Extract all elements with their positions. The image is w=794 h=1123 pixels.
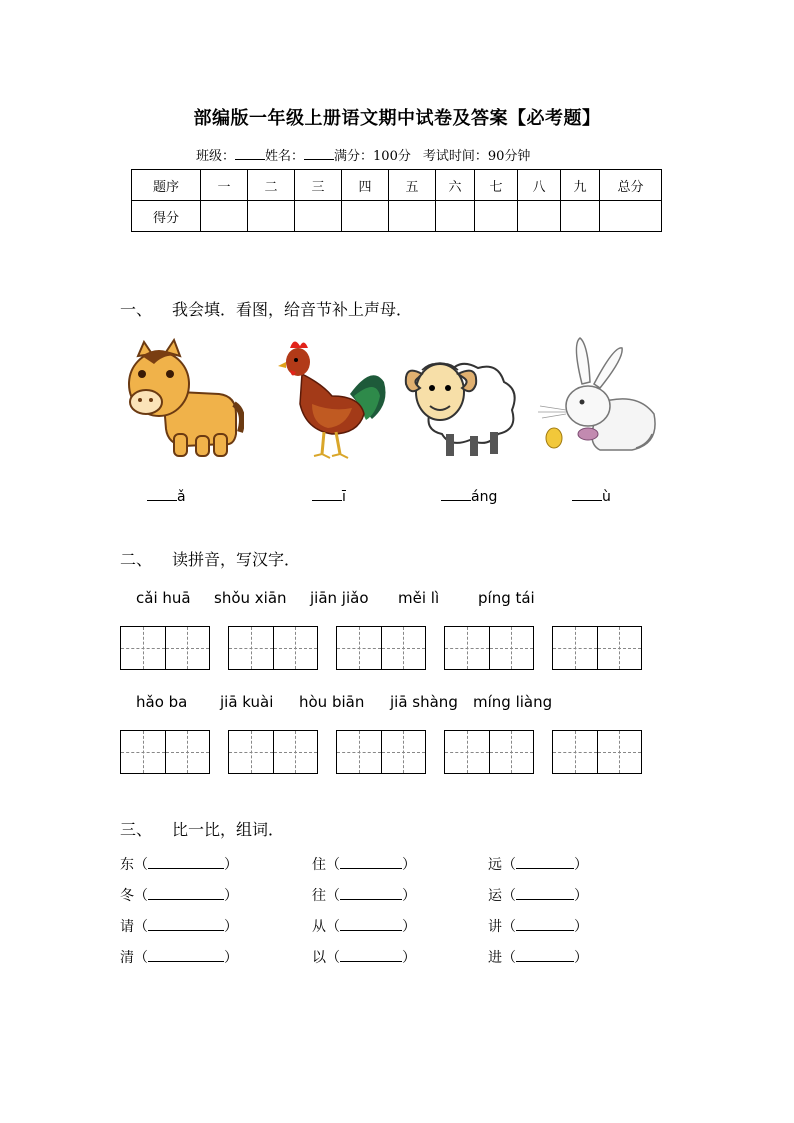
character: 讲 (488, 919, 502, 935)
answer-blank[interactable] (516, 856, 574, 869)
section-1-heading (120, 297, 412, 320)
word-item: 进（ ） (488, 950, 588, 966)
character: 运 (488, 888, 502, 904)
section-instruction: 读拼音，写汉字． (172, 550, 301, 569)
rabbit-picture (536, 334, 656, 464)
section-number: 二、 (120, 550, 153, 569)
section-number: 一、 (120, 300, 153, 319)
score-cell[interactable] (295, 201, 342, 232)
final-syllable: ù (602, 489, 611, 505)
writing-grid[interactable] (552, 626, 642, 670)
word-item: 东（ ） (120, 857, 238, 873)
word-item: 远（ ） (488, 857, 588, 873)
writing-grid[interactable] (228, 626, 318, 670)
header-cell: 三 (295, 170, 342, 201)
word-item: 请（ ） (120, 919, 238, 935)
writing-grid[interactable] (444, 626, 534, 670)
initial-fill-3 (441, 486, 497, 505)
fill-blank[interactable] (147, 486, 177, 501)
final-syllable: áng (471, 489, 498, 505)
pinyin-label: jiān jiǎo (310, 589, 369, 607)
word-item: 住（ ） (312, 857, 416, 873)
answer-blank[interactable] (148, 856, 224, 869)
sheep-picture (400, 334, 520, 464)
answer-blank[interactable] (516, 887, 574, 900)
score-cell[interactable] (342, 201, 389, 232)
header-cell: 总分 (600, 170, 662, 201)
initial-fill-2 (312, 486, 346, 505)
answer-blank[interactable] (148, 887, 224, 900)
score-cell[interactable] (475, 201, 518, 232)
writing-grid[interactable] (444, 730, 534, 774)
score-cell[interactable] (389, 201, 436, 232)
writing-grid[interactable] (552, 730, 642, 774)
score-cell[interactable] (436, 201, 475, 232)
header-cell: 五 (389, 170, 436, 201)
pinyin-label: hòu biān (299, 693, 365, 711)
answer-blank[interactable] (340, 856, 402, 869)
answer-blank[interactable] (340, 887, 402, 900)
header-cell: 八 (518, 170, 561, 201)
final-syllable: ǎ (177, 489, 186, 505)
word-item: 冬（ ） (120, 888, 238, 904)
character: 往 (312, 888, 326, 904)
header-cell: 二 (248, 170, 295, 201)
pinyin-label: cǎi huā (136, 589, 191, 607)
header-cell: 题序 (132, 170, 201, 201)
word-item: 往（ ） (312, 888, 416, 904)
name-label: 姓名： (265, 149, 305, 164)
rooster-picture (272, 334, 392, 464)
score-cell[interactable] (518, 201, 561, 232)
pinyin-label: shǒu xiān (214, 589, 287, 607)
word-item: 以（ ） (312, 950, 416, 966)
section-3-heading (120, 817, 284, 840)
header-cell: 四 (342, 170, 389, 201)
character: 冬 (120, 888, 134, 904)
section-2-heading (120, 547, 300, 570)
header-cell: 九 (561, 170, 600, 201)
name-blank[interactable] (304, 147, 334, 160)
answer-blank[interactable] (340, 949, 402, 962)
character: 住 (312, 857, 326, 873)
fill-blank[interactable] (312, 486, 342, 501)
writing-grid[interactable] (228, 730, 318, 774)
word-item: 运（ ） (488, 888, 588, 904)
writing-grid[interactable] (120, 626, 210, 670)
word-item: 清（ ） (120, 950, 238, 966)
section-number: 三、 (120, 820, 153, 839)
full-score: 满分：100分 (334, 149, 411, 164)
initial-fill-1 (147, 486, 186, 505)
page-title: 部编版一年级上册语文期中试卷及答案【必考题】 (193, 108, 601, 129)
header-cell: 一 (201, 170, 248, 201)
character: 清 (120, 950, 134, 966)
initial-fill-4 (572, 486, 611, 505)
score-table (131, 169, 662, 232)
horse-picture (124, 334, 244, 464)
section-instruction: 我会填．看图，给音节补上声母． (172, 300, 413, 319)
character: 请 (120, 919, 134, 935)
answer-blank[interactable] (340, 918, 402, 931)
pinyin-label: píng tái (478, 589, 535, 607)
word-item: 从（ ） (312, 919, 416, 935)
section-instruction: 比一比，组词． (172, 820, 285, 839)
answer-blank[interactable] (516, 949, 574, 962)
writing-grid[interactable] (336, 730, 426, 774)
answer-blank[interactable] (148, 918, 224, 931)
score-cell[interactable] (600, 201, 662, 232)
writing-grid[interactable] (336, 626, 426, 670)
class-blank[interactable] (235, 147, 265, 160)
pinyin-label: míng liàng (473, 693, 553, 711)
score-table-score-row (132, 201, 662, 232)
pinyin-label: jiā shàng (390, 693, 458, 711)
score-cell[interactable] (201, 201, 248, 232)
header-cell: 七 (475, 170, 518, 201)
word-item: 讲（ ） (488, 919, 588, 935)
pinyin-label: jiā kuài (220, 693, 274, 711)
header-cell: 六 (436, 170, 475, 201)
score-cell[interactable] (561, 201, 600, 232)
class-label: 班级： (196, 149, 236, 164)
character: 从 (312, 919, 326, 935)
answer-blank[interactable] (148, 949, 224, 962)
exam-info-line (196, 145, 530, 164)
score-table-header-row (132, 170, 662, 201)
final-syllable: ī (342, 489, 346, 505)
answer-blank[interactable] (516, 918, 574, 931)
fill-blank[interactable] (441, 486, 471, 501)
pinyin-label: měi lì (398, 589, 440, 607)
character: 以 (312, 950, 326, 966)
pinyin-label: hǎo ba (136, 693, 188, 711)
character: 东 (120, 857, 134, 873)
row-label-cell: 得分 (132, 201, 201, 232)
character: 进 (488, 950, 502, 966)
score-cell[interactable] (248, 201, 295, 232)
exam-time: 考试时间：90分钟 (422, 149, 531, 164)
writing-grid[interactable] (120, 730, 210, 774)
fill-blank[interactable] (572, 486, 602, 501)
character: 远 (488, 857, 502, 873)
